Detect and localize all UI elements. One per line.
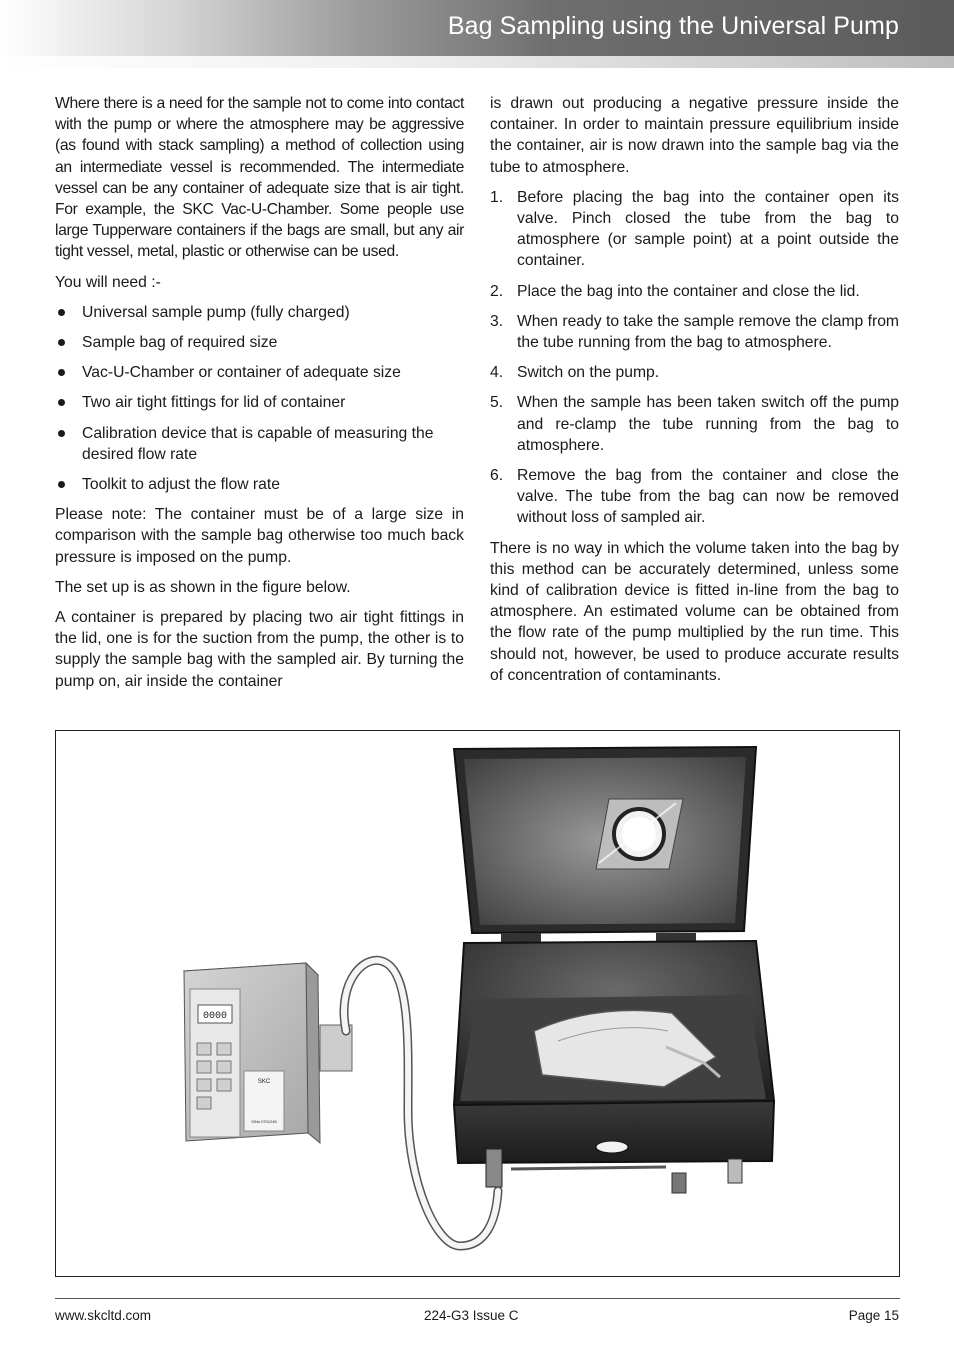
step-text: Remove the bag from the container and close the valve. The tube from the bag can now be removed without loss of sampled air. [517,467,899,527]
list-item [490,362,899,383]
step-number: 6. [490,467,504,485]
setup-illustration [56,731,900,1277]
step-number: 1. [490,188,504,206]
list-item: Sample bag of required size [55,332,464,353]
container-box [454,941,774,1193]
list-item [490,465,899,529]
requirements-list [55,302,464,495]
pump-serial: S/No 0701245 [251,1119,277,1124]
pump-logo: SKC [257,1079,271,1085]
step-text: When the sample has been taken switch off the pump and re-clamp the tube running from the bag to atmosphere. [517,394,899,454]
step-number: 4. [490,364,504,382]
step-text: When ready to take the sample remove the clamp from the tube running from the bag to atmosphere. [517,312,899,352]
step-text: Place the bag into the container and close the lid. [517,282,860,300]
step-number: 5. [490,394,504,412]
footer-website: www.skcltd.com [55,1308,152,1323]
steps-list [490,187,899,529]
list-item [490,392,899,456]
intro-paragraph: Where there is a need for the sample not to come into contact with the pump or where the atmosphere may be aggressive (as found with stack sampling) a method of collection using an intermediate vessel is recommended. The intermediate vessel can be any container of adequate size that is air tight. For example, the SKC Vac-U-Chamber. Some people use large Tupperware containers if the bags are small, but any air tight vessel, metal, plastic or otherwise can be used. [55,95,464,261]
list-item: Calibration device that is capable of measuring the desired flow rate [55,423,464,465]
container-lid [454,747,756,943]
setup-paragraph: The set up is as shown in the figure below. [55,578,351,596]
you-will-need-label: You will need :- [55,273,161,291]
closing-paragraph: There is no way in which the volume taken into the bag by this method can be accurately determined, unless some kind of calibration device is fitted in-line from the bag to atmosphere. An estimated volume can be obtained from the flow rate of the pump multiplied by the run time. This should not, however, be used to produce accurate results of concentration of contaminants. [490,539,899,684]
footer-page-number: Page 15 [848,1308,899,1323]
page-title: Bag Sampling using the Universal Pump [447,12,899,40]
step-text: Before placing the bag into the container open its valve. Pinch closed the tube from the bag to atmosphere (or sample point) at a point outside the container. [517,188,899,270]
container-paragraph: A container is prepared by placing two air tight fittings in the lid, one is for the suction from the pump, the other is to supply the sample bag with the sampled air. By turning the pump on, air inside the container [55,609,464,690]
list-item: Toolkit to adjust the flow rate [55,474,464,495]
list-item: Two air tight fittings for lid of container [55,392,464,413]
step-number: 3. [490,312,504,330]
header-underline-band [0,56,954,68]
sample-pump [184,963,352,1143]
left-column [55,93,464,701]
step-number: 2. [490,282,504,300]
list-item: Universal sample pump (fully charged) [55,302,464,323]
right-column [490,93,899,695]
list-item [490,281,899,302]
pump-display: 0000 [202,1011,228,1022]
continuation-paragraph: is drawn out producing a negative pressure inside the container. In order to maintain pressure equilibrium inside the container, air is now drawn into the sample bag via the tube to atmosphere. [490,95,899,176]
footer-rule [55,1298,900,1299]
step-text: Switch on the pump. [517,364,660,382]
list-item: Vac-U-Chamber or container of adequate size [55,362,464,383]
footer-doc-id: 224-G3 Issue C [424,1308,519,1323]
setup-figure [55,730,900,1277]
list-item [490,187,899,272]
list-item [490,311,899,353]
note-paragraph: Please note: The container must be of a large size in comparison with the sample bag otherwise too much back pressure is imposed on the pump. [55,506,464,566]
